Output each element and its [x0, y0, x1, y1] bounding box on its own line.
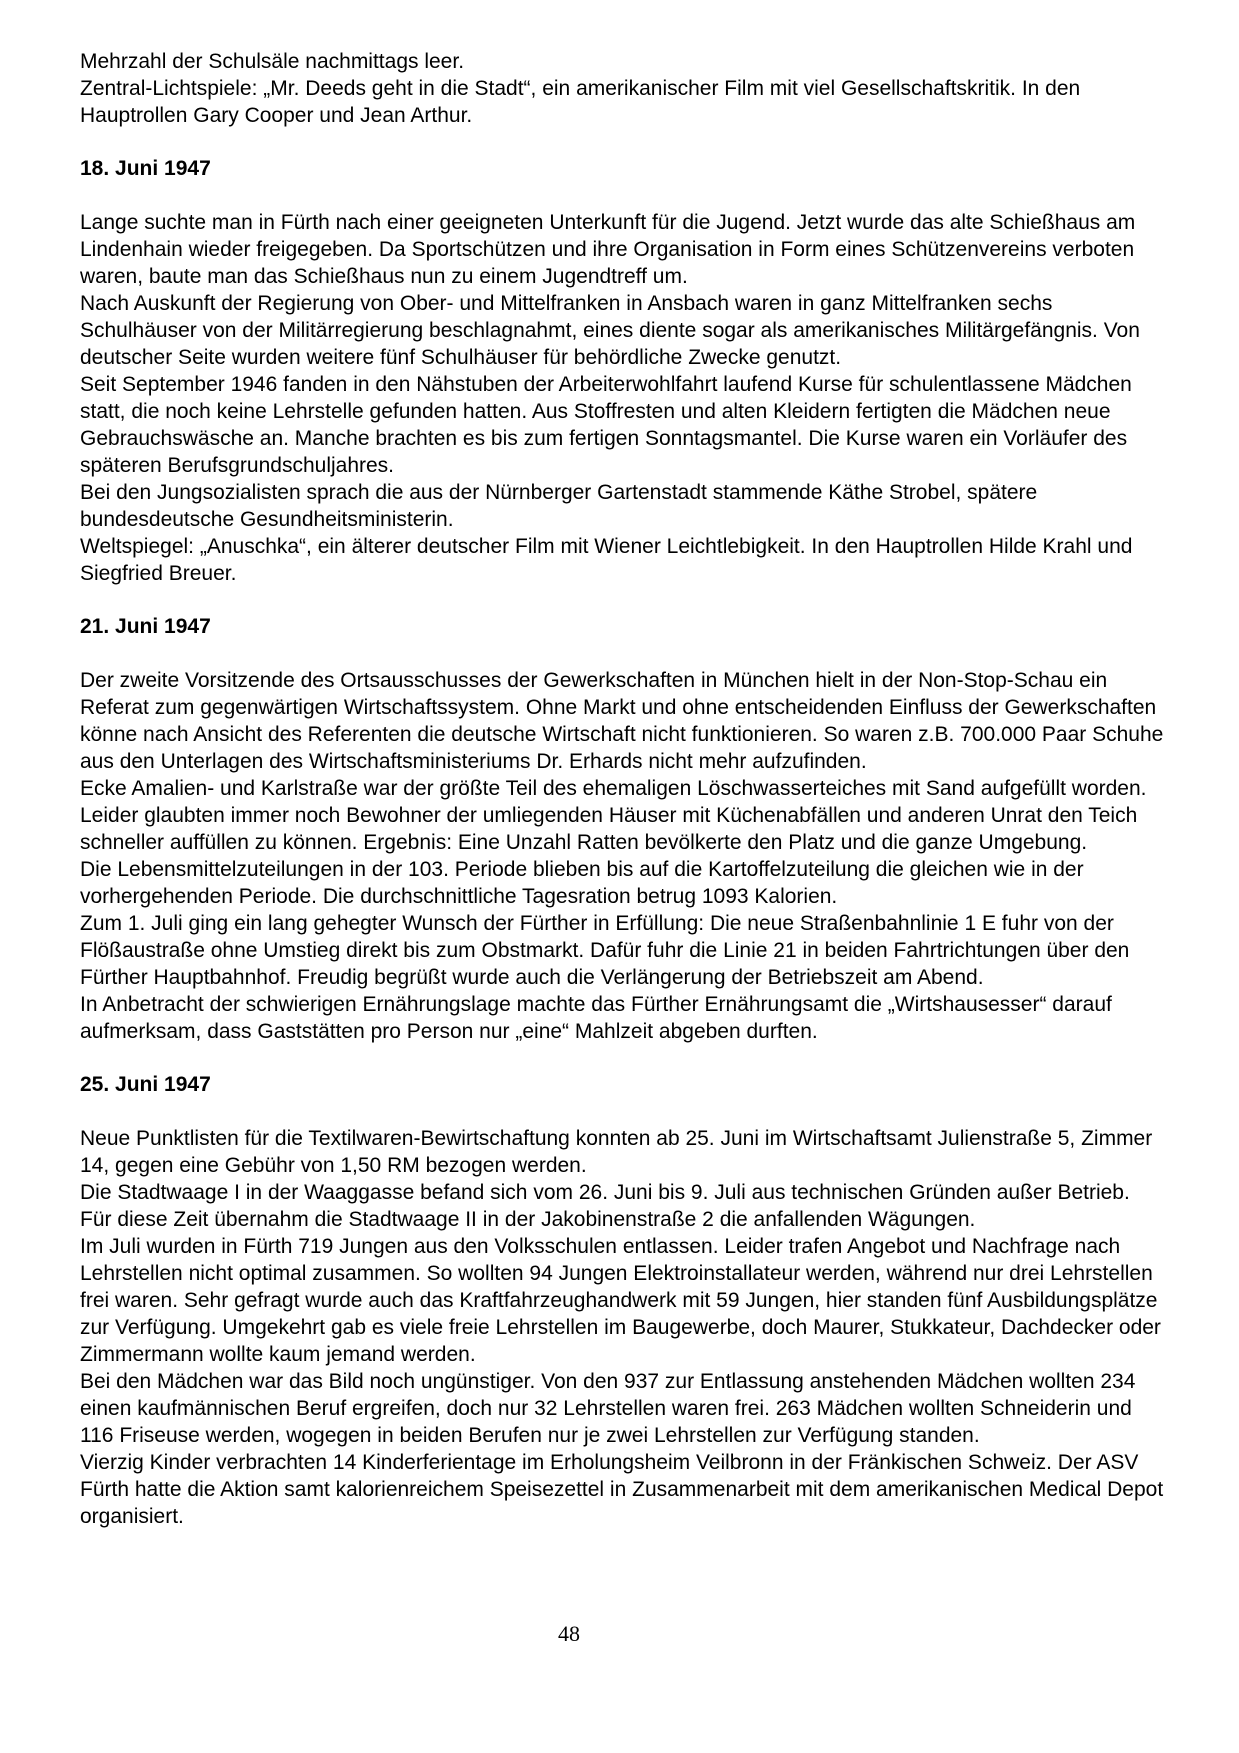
- chronicle-entry: Neue Punktlisten für die Textilwaren-Bewirtschaftung konnten ab 25. Juni im Wirtschaftsamt Julienstraße 5, Zimmer 14, gegen eine Gebühr von 1,50 RM bezogen werden.: [80, 1127, 1153, 1177]
- page-number: 48: [558, 1621, 580, 1646]
- date-heading: 18. Juni 1947: [80, 157, 211, 180]
- date-heading: 21. Juni 1947: [80, 615, 211, 638]
- chronicle-entry: Nach Auskunft der Regierung von Ober- und Mittelfranken in Ansbach waren in ganz Mittelfranken sechs Schulhäuser von der Militärregierung beschlagnahmt, eines diente sogar als amerikanisches Militärgefängnis. Von deutscher Seite wurden weitere fünf Schulhäuser für behördliche Zwecke genutzt.: [80, 292, 1140, 369]
- chronicle-entry: Die Lebensmittelzuteilungen in der 103. Periode blieben bis auf die Kartoffelzuteilung die gleichen wie in der vorhergehenden Periode. Die durchschnittliche Tagesration betrug 1093 Kalorien.: [80, 858, 1084, 908]
- chronicle-entry: Zentral-Lichtspiele: „Mr. Deeds geht in die Stadt“, ein amerikanischer Film mit viel Gesellschaftskritik. In den Hauptrollen Gary Cooper und Jean Arthur.: [80, 77, 1081, 127]
- chronicle-entry: Der zweite Vorsitzende des Ortsausschusses der Gewerkschaften in München hielt in der Non-Stop-Schau ein Referat zum gegenwärtigen Wirtschaftssystem. Ohne Markt und ohne entscheidenden Einfluss der Gewerkschaften könne nach Ansicht des Referenten die deutsche Wirtschaft nicht funktionieren. So waren z.B. 700.000 Paar Schuhe aus den Unterlagen des Wirtschaftsministeriums Dr. Erhards nicht mehr aufzufinden.: [80, 669, 1164, 773]
- chronicle-entry: In Anbetracht der schwierigen Ernährungslage machte das Fürther Ernährungsamt die „Wirtshausesser“ darauf aufmerksam, dass Gaststätten pro Person nur „eine“ Mahlzeit abgeben durften.: [80, 993, 1112, 1043]
- chronicle-entry: Bei den Mädchen war das Bild noch ungünstiger. Von den 937 zur Entlassung anstehenden Mädchen wollten 234 einen kaufmännischen Beruf ergreifen, doch nur 32 Lehrstellen waren frei. 263 Mädchen wollten Schneiderin und 116 Friseuse werden, wogegen in beiden Berufen nur je zwei Lehrstellen zur Verfügung standen.: [80, 1370, 1136, 1447]
- chronicle-entry: Im Juli wurden in Fürth 719 Jungen aus den Volksschulen entlassen. Leider trafen Angebot und Nachfrage nach Lehrstellen nicht optimal zusammen. So wollten 94 Jungen Elektroinstallateur werden, während nur drei Lehrstellen frei waren. Sehr gefragt wurde auch das Kraftfahrzeughandwerk mit 59 Jungen, hier standen fünf Ausbildungsplätze zur Verfügung. Umgekehrt gab es viele freie Lehrstellen im Baugewerbe, doch Maurer, Stukkateur, Dachdecker oder Zimmermann wollte kaum jemand werden.: [80, 1235, 1161, 1366]
- chronicle-entry: Vierzig Kinder verbrachten 14 Kinderferientage im Erholungsheim Veilbronn in der Fränkischen Schweiz. Der ASV Fürth hatte die Aktion samt kalorienreichem Speisezettel in Zusammenarbeit mit dem amerikanischen Medical Depot organisiert.: [80, 1451, 1164, 1528]
- chronicle-entry: Zum 1. Juli ging ein lang gehegter Wunsch der Fürther in Erfüllung: Die neue Straßenbahnlinie 1 E fuhr von der Flößaustraße ohne Umstieg direkt bis zum Obstmarkt. Dafür fuhr die Linie 21 in beiden Fahrtrichtungen über den Fürther Hauptbahnhof. Freudig begrüßt wurde auch die Verlängerung der Betriebszeit am Abend.: [80, 912, 1130, 989]
- document-content: [80, 48, 1165, 1530]
- chronicle-entry: Seit September 1946 fanden in den Nähstuben der Arbeiterwohlfahrt laufend Kurse für schulentlassene Mädchen statt, die noch keine Lehrstelle gefunden hatten. Aus Stoffresten und alten Kleidern fertigten die Mädchen neue Gebrauchswäsche an. Manche brachten es bis zum fertigen Sonntagsmantel. Die Kurse waren ein Vorläufer des späteren Berufsgrundschuljahres.: [80, 373, 1132, 477]
- chronicle-entry: Bei den Jungsozialisten sprach die aus der Nürnberger Gartenstadt stammende Käthe Strobel, spätere bundesdeutsche Gesundheitsministerin.: [80, 481, 1038, 531]
- chronicle-entry: Die Stadtwaage I in der Waaggasse befand sich vom 26. Juni bis 9. Juli aus technischen Gründen außer Betrieb. Für diese Zeit übernahm die Stadtwaage II in der Jakobinenstraße 2 die anfallenden Wägungen.: [80, 1181, 1130, 1231]
- chronicle-entry: Lange suchte man in Fürth nach einer geeigneten Unterkunft für die Jugend. Jetzt wurde das alte Schießhaus am Lindenhain wieder freigegeben. Da Sportschützen und ihre Organisation in Form eines Schützenvereins verboten waren, baute man das Schießhaus nun zu einem Jugendtreff um.: [80, 211, 1136, 288]
- chronicle-entry: Weltspiegel: „Anuschka“, ein älterer deutscher Film mit Wiener Leichtlebigkeit. In den Hauptrollen Hilde Krahl und Siegfried Breuer.: [80, 535, 1133, 585]
- chronicle-entry: Mehrzahl der Schulsäle nachmittags leer.: [80, 50, 465, 73]
- date-heading: 25. Juni 1947: [80, 1073, 211, 1096]
- chronicle-entry: Ecke Amalien- und Karlstraße war der größte Teil des ehemaligen Löschwasserteiches mit Sand aufgefüllt worden. Leider glaubten immer noch Bewohner der umliegenden Häuser mit Küchenabfällen und anderen Unrat den Teich schneller auffüllen zu können. Ergebnis: Eine Unzahl Ratten bevölkerte den Platz und die ganze Umgebung.: [80, 777, 1147, 854]
